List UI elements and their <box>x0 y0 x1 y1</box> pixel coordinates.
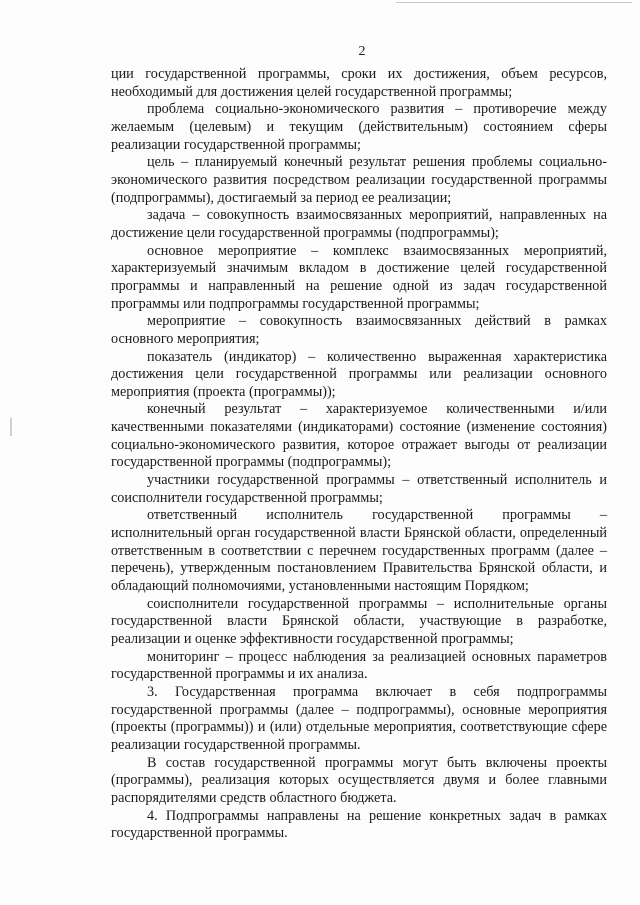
paragraph-definition-goal: цель – планируемый конечный результат решения проблемы социально-экономического развития посредством реализации государственной программы (подпрограммы), достигаемый за период ее реализации; <box>111 154 607 206</box>
paragraph-continuation: ции государственной программы, сроки их достижения, объем ресурсов, необходимый для достижения целей государственной программы; <box>111 66 607 100</box>
paragraph-definition-indicator: показатель (индикатор) – количественно выраженная характеристика достижения цели государственной программы или реализации основного мероприятия (проекта (программы)); <box>111 348 607 400</box>
paragraph-definition-problem: проблема социально-экономического развития – противоречие между желаемым (целевым) и текущим (действительным) состоянием сферы реализации государственной программы; <box>111 101 607 153</box>
paragraph-section-4: 4. Подпрограммы направлены на решение конкретных задач в рамках государственной программы. <box>111 807 607 842</box>
paragraph-section-3: 3. Государственная программа включает в себя подпрограммы государственной программы (далее – подпрограммы), основные мероприятия (проекты (программы)) и (или) отдельные мероприятия, соответствующие сфере реализации государственной программы. <box>111 683 607 753</box>
paragraph-definition-final-result: конечный результат – характеризуемое количественными и/или качественными показателями (индикаторами) состояние (изменение состояния) социально-экономического развития, которое отражает выгоды от реализации государственной программы (подпрограммы); <box>111 401 607 471</box>
scan-edge-line <box>396 2 632 3</box>
paragraph-definition-co-executors: соисполнители государственной программы – исполнительные органы государственной власти Брянской области, участвующие в разработке, реализации и оценке эффективности государственной программы; <box>111 595 607 647</box>
paragraph-definition-monitoring: мониторинг – процесс наблюдения за реализацией основных параметров государственной программы и их анализа. <box>111 648 607 683</box>
paragraph-definition-participants: участники государственной программы – ответственный исполнитель и соисполнители государственной программы; <box>111 472 607 506</box>
document-body <box>111 66 607 843</box>
scan-margin-mark <box>10 418 12 436</box>
paragraph-definition-activity: мероприятие – совокупность взаимосвязанных действий в рамках основного мероприятия; <box>111 313 607 347</box>
paragraph-definition-responsible-executor: ответственный исполнитель государственной программы – исполнительный орган государственной власти Брянской области, определенный ответственным в соответствии с перечнем государственных программ (далее – перечень), утвержденным постановлением Правительства Брянской области, и обладающий полномочиями, установленными настоящим Порядком; <box>111 507 607 595</box>
paragraph-definition-task: задача – совокупность взаимосвязанных мероприятий, направленных на достижение цели государственной программы (подпрограммы); <box>111 207 607 241</box>
page-number: 2 <box>358 44 366 59</box>
paragraph-definition-main-activity: основное мероприятие – комплекс взаимосвязанных мероприятий, характеризуемый значимым вкладом в достижение целей государственной программы и направленный на решение одной из задач государственной программы или подпрограммы государственной программы; <box>111 242 607 312</box>
paragraph-section-3-projects: В состав государственной программы могут быть включены проекты (программы), реализация которых осуществляется двумя и более главными распорядителями средств областного бюджета. <box>111 754 607 806</box>
